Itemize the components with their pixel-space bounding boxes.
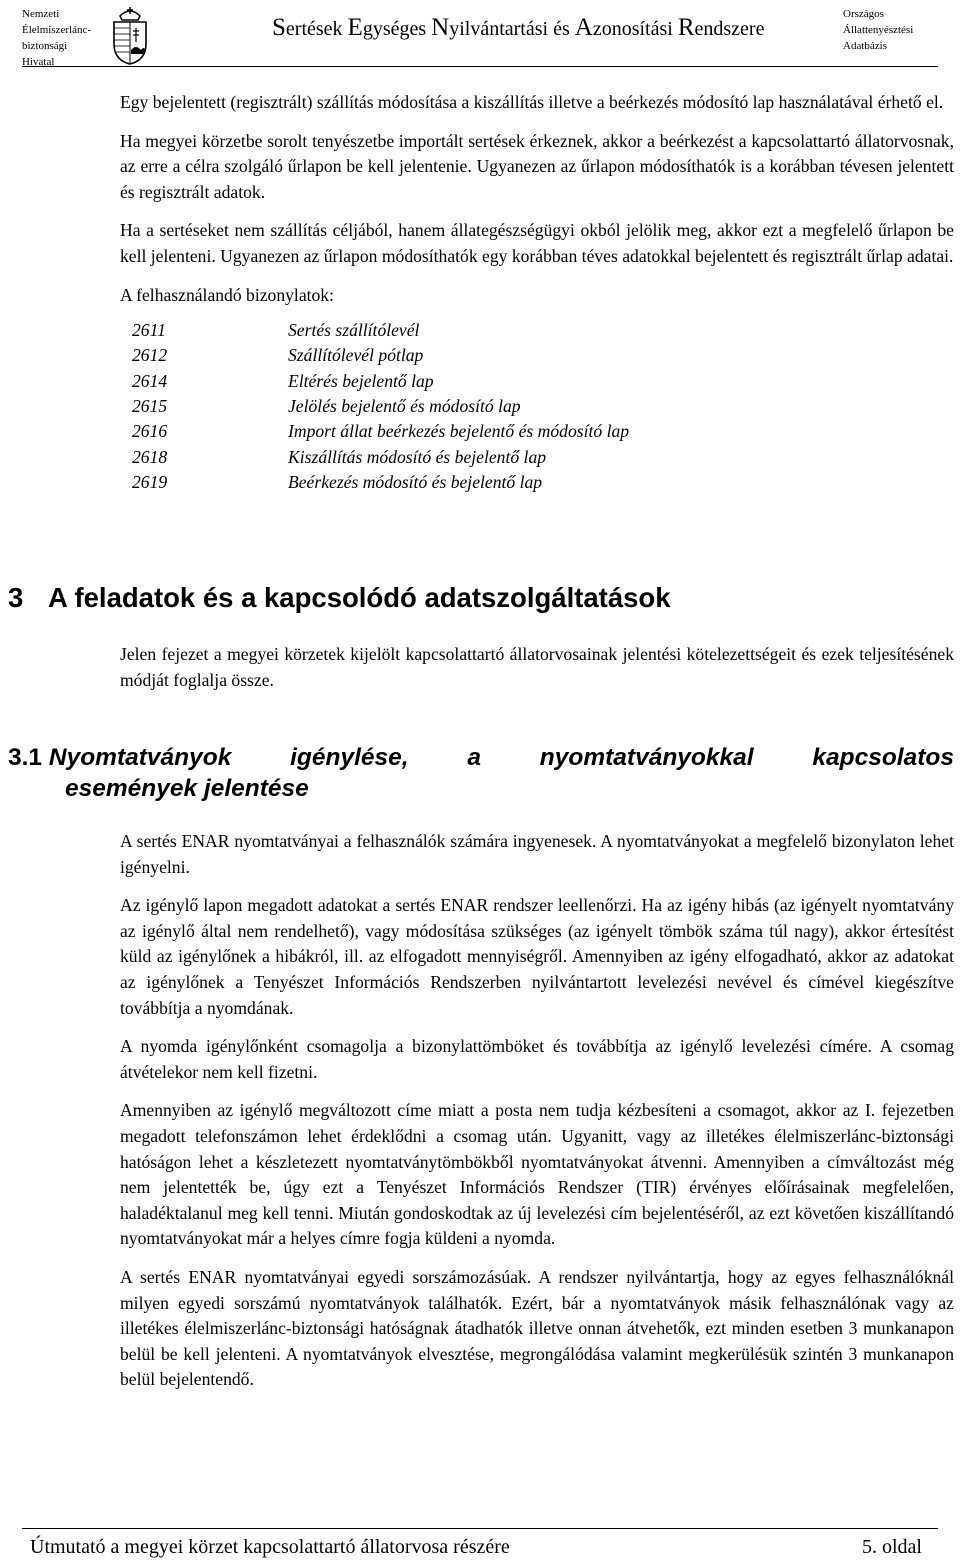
header-database-name xyxy=(843,6,913,54)
page-number: 5. oldal xyxy=(862,1536,922,1558)
paragraph: Egy bejelentett (regisztrált) szállítás módosítása a kiszállítás illetve a beérkezés módosító lap használatával érhető el. xyxy=(120,92,944,112)
section-title: A feladatok és a kapcsolódó adatszolgáltatások xyxy=(48,582,671,613)
heading-word: kapcsolatos xyxy=(812,744,954,771)
title-initial: A xyxy=(574,14,593,41)
document-code: 2616 xyxy=(132,421,168,442)
paragraph: A sertés ENAR nyomtatványai a felhasználók számára ingyenesek. A nyomtatványokat a megfelelő bizonylaton lehet igényelni. xyxy=(120,831,954,877)
document-code: 2612 xyxy=(132,345,168,366)
document-name: Kiszállítás módosító és bejelentő lap xyxy=(288,446,547,467)
header-right-line: Adatbázis xyxy=(843,40,887,52)
section-heading xyxy=(8,582,671,614)
subsection-body xyxy=(120,829,954,1393)
paragraph: Ha megyei körzetbe sorolt tenyészetbe importált sertések érkeznek, akkor a beérkezést a kapcsolattartó állatorvosnak, az erre a célra szolgáló űrlapon be kell jelentenie. Ugyanezen az űrlapon módosíthatók is a korábban tévesen jelentett és regisztrált adatok. xyxy=(120,130,954,202)
intro-section xyxy=(120,90,954,495)
paragraph: Az igénylő lapon megadott adatokat a sertés ENAR rendszer leellenőrzi. Ha az igény hibás (az igényelt nyomtatvány az igénylő által nem rendelhető), vagy módosítása szükséges (az igényelt tömbök száma túl nagy), akkor értesítést küld az igénylőnek a hibákról, ill. az elfogadott mennyiségről. Amennyiben az igény elfogadható, akkor az adatokat az igénylőnek a Tenyészet Információs Rendszerben nyilvántartott levelezési nevével és címével kiegészítve továbbítja a nyomdának. xyxy=(120,895,954,1018)
document-name: Eltérés bejelentő lap xyxy=(288,370,434,391)
page-header xyxy=(0,0,960,70)
title-word: gységes xyxy=(362,18,432,40)
document-list xyxy=(132,318,954,495)
document-code: 2619 xyxy=(132,471,168,492)
footer-divider xyxy=(22,1528,938,1529)
document-code: 2618 xyxy=(132,446,168,467)
paragraph: A sertés ENAR nyomtatványai egyedi sorszámozásúak. A rendszer nyilvántartja, hogy az egyes felhasználóknál milyen egyedi sorszámú nyomtatványok találhatók. Ezért, bár a nyomtatványok másik felhasználónak vagy az illetékes élelmiszerlánc-biztonsági hatóságnak átadhatók illetve onnan átvehetők, ezt minden esetben 3 munkanapon belül be kell jelenteni. A nyomtatványok elvesztése, megrongálódása valamint megkerülésük szintén 3 munkanapon belül bejelentendő. xyxy=(120,1266,954,1390)
list-item xyxy=(132,419,954,444)
paragraph: Ha a sertéseket nem szállítás céljából, hanem állategészségügyi okból jelölik meg, akkor ezt a megfelelő űrlapon be kell jelenteni. Ugyanezen az űrlapon módosíthatók egy korábban téves adatokkal bejelentett és regisztrált űrlap adatai. xyxy=(120,220,954,266)
title-word: yilvántartási és xyxy=(449,18,575,40)
heading-line: események jelentése xyxy=(65,775,309,802)
list-item xyxy=(132,394,954,419)
subsection-number: 3.1 xyxy=(8,744,43,771)
header-left-line: Élelmiszerlánc- xyxy=(22,24,92,36)
list-item xyxy=(132,318,954,343)
subsection-heading xyxy=(8,742,954,804)
paragraph: A felhasználandó bizonylatok: xyxy=(120,284,334,305)
list-item xyxy=(132,470,954,495)
list-item xyxy=(132,369,954,394)
coat-of-arms-icon xyxy=(108,6,152,66)
heading-word: nyomtatványokkal xyxy=(539,744,754,771)
document-name: Sertés szállítólevél xyxy=(288,320,420,341)
heading-word: a xyxy=(467,744,482,771)
header-left-line: Nemzeti xyxy=(22,8,60,20)
heading-word: igénylése, xyxy=(290,744,409,771)
paragraph: A nyomda igénylőnként csomagolja a bizonylattömböket és továbbítja az igénylő levelezési címére. A csomag átvételekor nem kell fizetni. xyxy=(120,1036,954,1082)
header-left-line: Hivatal xyxy=(22,56,55,68)
document-name: Jelölés bejelentő és módosító lap xyxy=(288,396,521,417)
title-word: endszere xyxy=(694,18,765,40)
title-initial: N xyxy=(431,14,450,41)
section-number: 3 xyxy=(8,582,24,613)
header-divider xyxy=(22,66,938,67)
title-initial: E xyxy=(347,14,363,41)
title-initial: S xyxy=(272,14,286,41)
section-intro xyxy=(120,642,954,693)
list-item xyxy=(132,343,954,368)
title-word: ertések xyxy=(285,18,348,40)
header-right-line: Állattenyésztési xyxy=(843,24,914,36)
header-right-line: Országos xyxy=(843,8,884,20)
document-code: 2615 xyxy=(132,396,168,417)
document-name: Szállítólevél pótlap xyxy=(288,345,424,366)
paragraph: Jelen fejezet a megyei körzetek kijelölt kapcsolattartó állatorvosainak jelentési kötelezettségeit és ezek teljesítésének módját foglalja össze. xyxy=(120,644,954,690)
paragraph: Amennyiben az igénylő megváltozott címe miatt a posta nem tudja kézbesíteni a csomagot, akkor az I. fejezetben megadott telefonszámon lehet érdeklődni a csomag után. Ugyanitt, vagy az illetékes élelmiszerlánc-biztonsági hatóságon lehet a készletezett nyomtatványtömbökből nyomtatványokat átvenni. Amennyiben a címváltozást még nem jelentették be, úgy ezt a Tenyészet Információs Rendszer (TIR) érvényes előírásainak megfelelően, haladéktalanul meg kell tenni. Miután gondoskodtak az új levelezési cím bejelentéséről, az ezt követően kiszállítandó nyomtatványokat már a helyes címre fogja küldeni a nyomda. xyxy=(120,1100,954,1249)
heading-word: Nyomtatványok xyxy=(48,744,232,771)
document-code: 2614 xyxy=(132,370,168,391)
footer-document-title: Útmutató a megyei körzet kapcsolattartó állatorvosa részére xyxy=(30,1536,510,1558)
header-system-title xyxy=(272,14,764,42)
document-code: 2611 xyxy=(132,320,166,341)
document-name: Beérkezés módosító és bejelentő lap xyxy=(288,471,543,492)
title-word: zonosítási xyxy=(592,18,678,40)
header-agency-name xyxy=(22,6,92,68)
document-name: Import állat beérkezés bejelentő és módosító lap xyxy=(288,421,630,442)
list-item xyxy=(132,445,954,470)
header-left-line: biztonsági xyxy=(22,40,68,52)
title-initial: R xyxy=(677,14,695,41)
